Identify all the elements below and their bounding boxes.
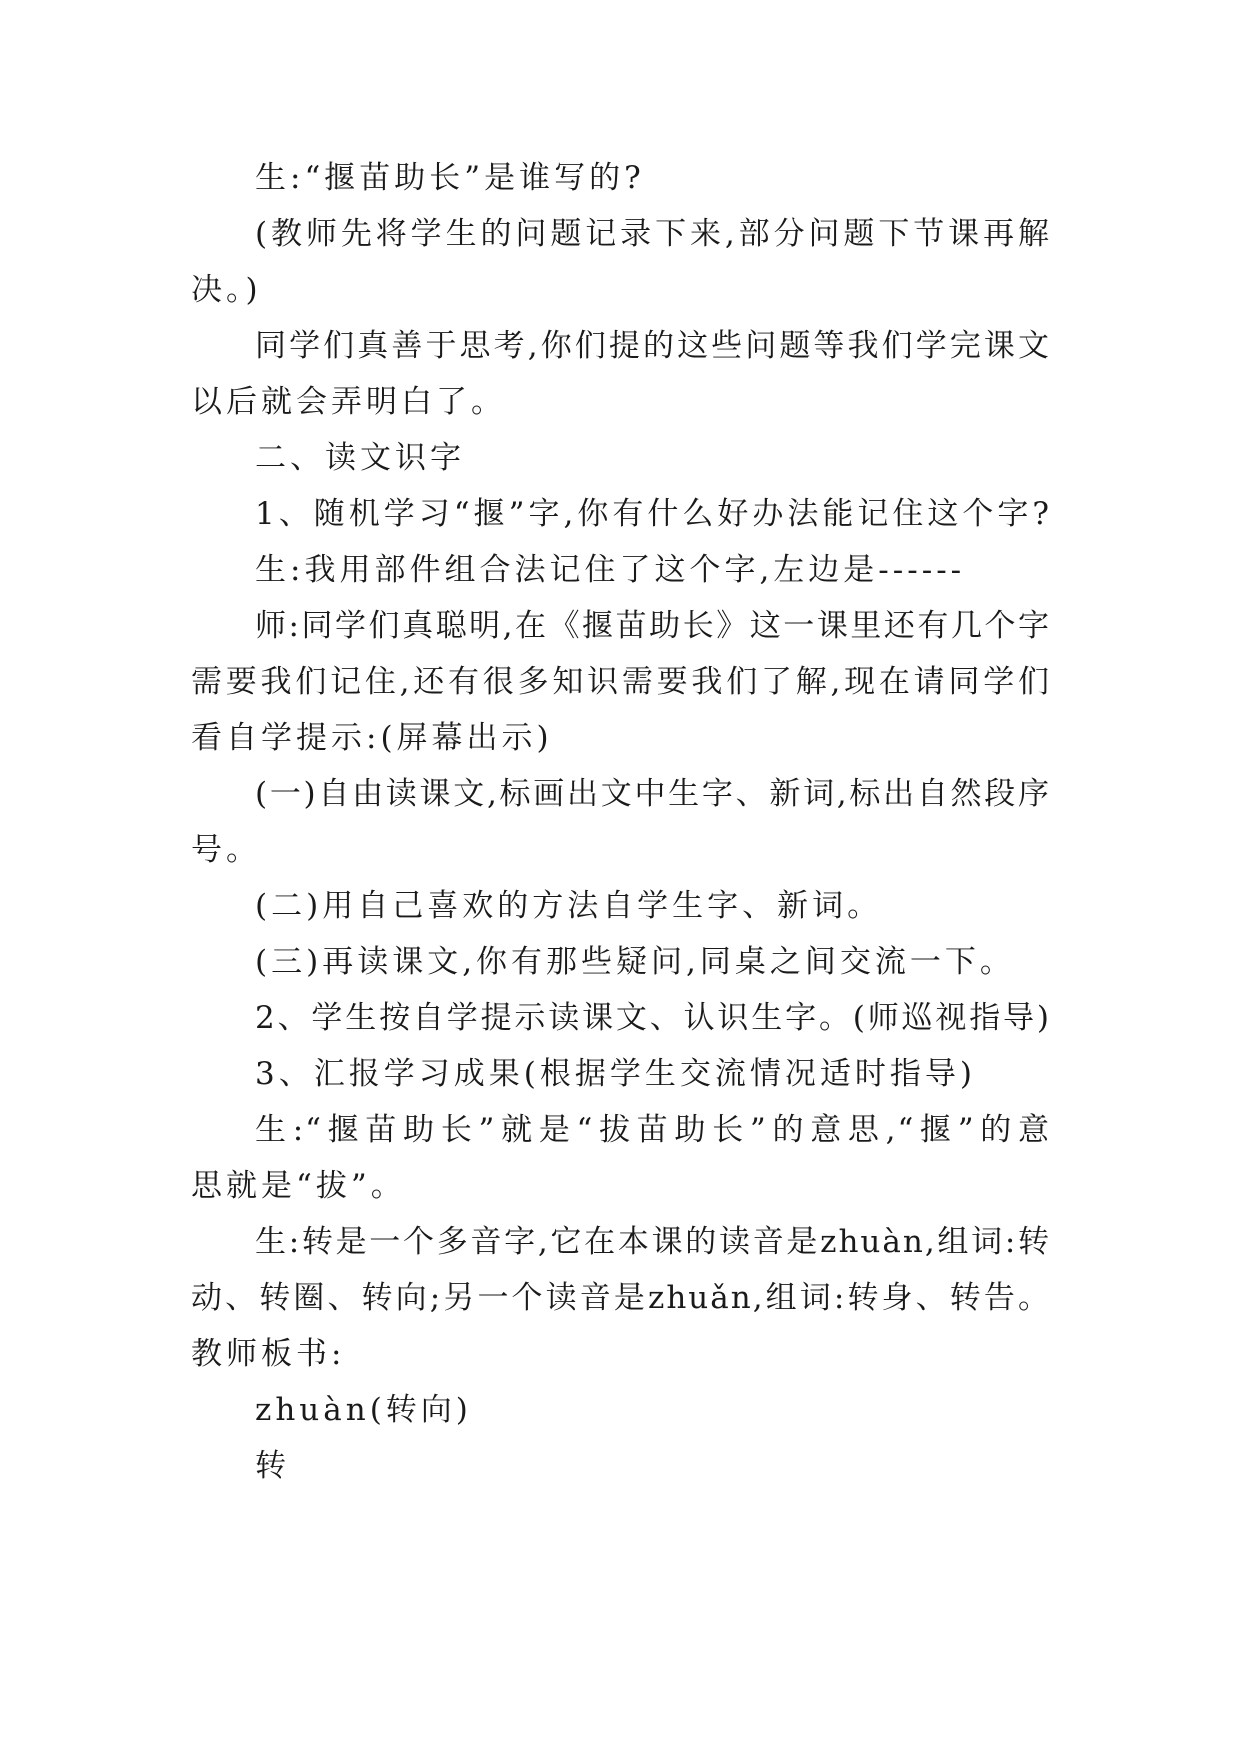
paragraph-line: 同学们真善于思考,你们提的这些问题等我们学完课文 — [255, 328, 1051, 364]
paragraph-line: 3、汇报学习成果(根据学生交流情况适时指导) — [255, 1056, 976, 1092]
paragraph-line: (三)再读课文,你有那些疑问,同桌之间交流一下。 — [255, 944, 1015, 980]
paragraph-line: (二)用自己喜欢的方法自学生字、新词。 — [255, 888, 883, 924]
paragraph-line: 生:我用部件组合法记住了这个字,左边是------ — [255, 552, 966, 588]
section-heading: 二、读文识字 — [255, 440, 465, 476]
paragraph-line: 以后就会弄明白了。 — [191, 384, 506, 420]
paragraph-line: (教师先将学生的问题记录下来,部分问题下节课再解 — [255, 216, 1051, 252]
paragraph-line: 需要我们记住,还有很多知识需要我们了解,现在请同学们 — [191, 664, 1051, 700]
paragraph-line: 思就是“拔”。 — [191, 1168, 406, 1204]
paragraph-line: 看自学提示:(屏幕出示) — [191, 720, 553, 756]
paragraph-line: 动、转圈、转向;另一个读音是zhuǎn,组词:转身、转告。 — [191, 1280, 1051, 1316]
board-writing-line: zhuàn(转向) — [255, 1392, 472, 1428]
paragraph-line: 教师板书: — [191, 1336, 346, 1372]
paragraph-line: 号。 — [191, 832, 261, 868]
paragraph-line: 2、学生按自学提示读课文、认识生字。(师巡视指导) — [255, 1000, 1051, 1036]
paragraph-line: 生:“揠苗助长”是谁写的? — [255, 160, 645, 196]
paragraph-line: (一)自由读课文,标画出文中生字、新词,标出自然段序 — [255, 776, 1051, 812]
paragraph-line: 1、随机学习“揠”字,你有什么好办法能记住这个字? — [255, 496, 1051, 532]
board-writing-line: 转 — [255, 1448, 290, 1484]
paragraph-line: 生:“揠苗助长”就是“拔苗助长”的意思,“揠”的意 — [255, 1112, 1051, 1148]
paragraph-line: 师:同学们真聪明,在《揠苗助长》这一课里还有几个字 — [255, 608, 1051, 644]
paragraph-line: 生:转是一个多音字,它在本课的读音是zhuàn,组词:转 — [255, 1224, 1051, 1260]
paragraph-line: 决。) — [191, 272, 262, 308]
